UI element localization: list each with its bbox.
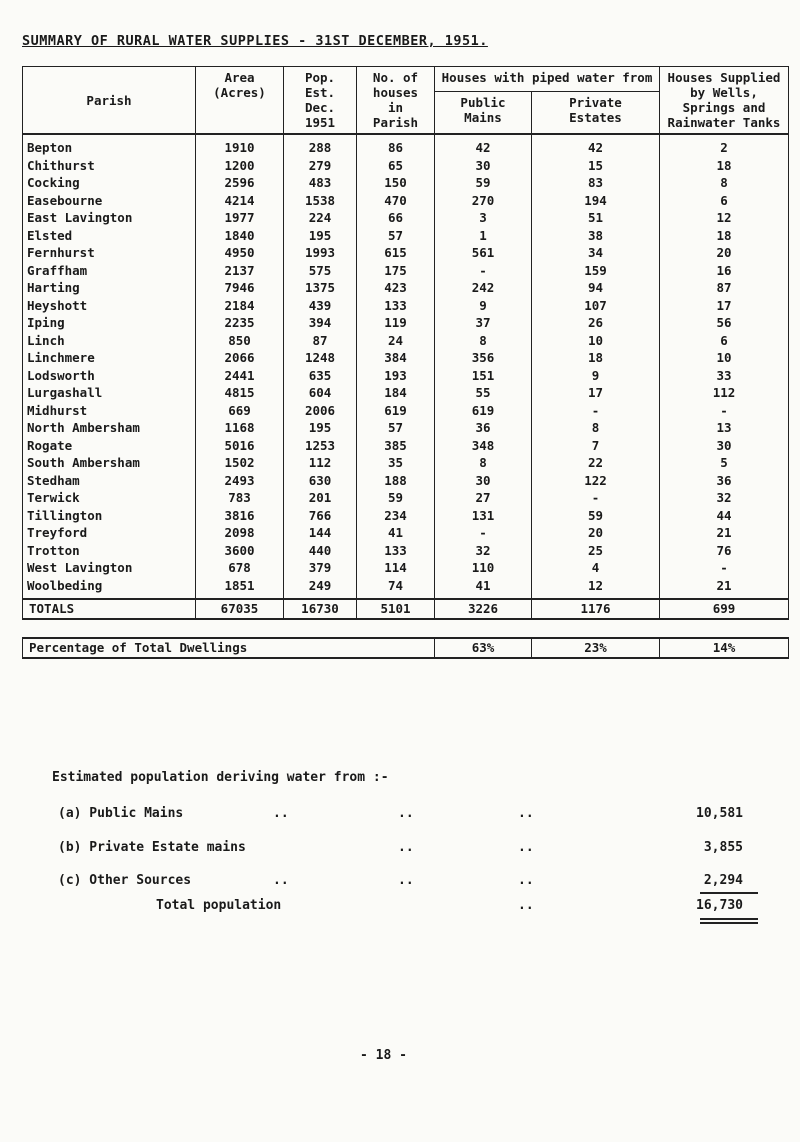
cell-area: 1200 <box>196 157 284 175</box>
cell-public-mains: 356 <box>435 349 532 367</box>
cell-population: 635 <box>284 367 357 385</box>
table-row <box>23 507 789 525</box>
cell-houses: 619 <box>357 402 435 420</box>
cell-houses: 59 <box>357 489 435 507</box>
cell-area: 4815 <box>196 384 284 402</box>
cell-public-mains: 41 <box>435 577 532 600</box>
cell-houses: 133 <box>357 542 435 560</box>
cell-parish-name: Chithurst <box>23 157 196 175</box>
table-row <box>23 367 789 385</box>
cell-parish-name: Iping <box>23 314 196 332</box>
cell-wells: 87 <box>660 279 789 297</box>
cell-area: 669 <box>196 402 284 420</box>
cell-area: 1851 <box>196 577 284 600</box>
cell-private-estates: - <box>532 402 660 420</box>
cell-area: 678 <box>196 559 284 577</box>
cell-area: 3600 <box>196 542 284 560</box>
cell-houses: 119 <box>357 314 435 332</box>
cell-parish-name: Harting <box>23 279 196 297</box>
cell-area: 2596 <box>196 174 284 192</box>
cell-public-mains: 59 <box>435 174 532 192</box>
cell-public-mains: 55 <box>435 384 532 402</box>
cell-public-mains: 619 <box>435 402 532 420</box>
cell-public-mains: 30 <box>435 157 532 175</box>
cell-population: 604 <box>284 384 357 402</box>
cell-parish-name: Rogate <box>23 437 196 455</box>
cell-private-estates: 12 <box>532 577 660 600</box>
cell-houses: 35 <box>357 454 435 472</box>
table-row <box>23 472 789 490</box>
cell-parish-name: Elsted <box>23 227 196 245</box>
cell-parish-name: Bepton <box>23 134 196 157</box>
header-population: Pop. Est. Dec. 1951 <box>284 67 357 135</box>
cell-public-mains: 30 <box>435 472 532 490</box>
cell-area: 4214 <box>196 192 284 210</box>
cell-population: 1993 <box>284 244 357 262</box>
cell-population: 195 <box>284 419 357 437</box>
cell-area: 7946 <box>196 279 284 297</box>
table-row <box>23 349 789 367</box>
page-title: SUMMARY OF RURAL WATER SUPPLIES - 31ST DECEMBER, 1951. <box>22 33 488 49</box>
cell-wells: 16 <box>660 262 789 280</box>
cell-private-estates: 122 <box>532 472 660 490</box>
cell-public-mains: 42 <box>435 134 532 157</box>
cell-private-estates: 194 <box>532 192 660 210</box>
cell-area: 2441 <box>196 367 284 385</box>
cell-houses: 385 <box>357 437 435 455</box>
sum-rule <box>700 892 758 894</box>
cell-private-estates: 38 <box>532 227 660 245</box>
cell-private-estates: 17 <box>532 384 660 402</box>
cell-wells: 112 <box>660 384 789 402</box>
header-private-estates: Private Estates <box>532 91 660 134</box>
cell-wells: 44 <box>660 507 789 525</box>
cell-private-estates: 22 <box>532 454 660 472</box>
cell-public-mains: 348 <box>435 437 532 455</box>
cell-houses: 24 <box>357 332 435 350</box>
cell-private-estates: - <box>532 489 660 507</box>
cell-houses: 188 <box>357 472 435 490</box>
estimate-value: 2,294 <box>703 873 743 888</box>
cell-houses: 74 <box>357 577 435 600</box>
cell-public-mains: 32 <box>435 542 532 560</box>
cell-private-estates: 159 <box>532 262 660 280</box>
estimate-label: (a) Public Mains <box>58 806 184 821</box>
cell-public-mains: - <box>435 262 532 280</box>
estimate-value: 3,855 <box>703 840 743 855</box>
cell-public-mains: 3 <box>435 209 532 227</box>
cell-public-mains: 270 <box>435 192 532 210</box>
table-row <box>23 244 789 262</box>
cell-public-mains: - <box>435 524 532 542</box>
cell-area: 1840 <box>196 227 284 245</box>
cell-houses: 65 <box>357 157 435 175</box>
cell-population: 766 <box>284 507 357 525</box>
table-row <box>23 489 789 507</box>
cell-private-estates: 7 <box>532 437 660 455</box>
cell-population: 112 <box>284 454 357 472</box>
table-row <box>23 157 789 175</box>
cell-public-mains: 131 <box>435 507 532 525</box>
cell-wells: 30 <box>660 437 789 455</box>
cell-houses: 41 <box>357 524 435 542</box>
cell-area: 5016 <box>196 437 284 455</box>
estimate-total-value: 16,730 <box>696 898 743 913</box>
cell-wells: 56 <box>660 314 789 332</box>
cell-population: 224 <box>284 209 357 227</box>
table-row <box>23 279 789 297</box>
table-row <box>23 524 789 542</box>
cell-public-mains: 1 <box>435 227 532 245</box>
cell-area: 2184 <box>196 297 284 315</box>
header-wells: Houses Supplied by Wells, Springs and Rainwater Tanks <box>660 67 789 135</box>
cell-population: 1538 <box>284 192 357 210</box>
cell-houses: 615 <box>357 244 435 262</box>
cell-private-estates: 9 <box>532 367 660 385</box>
totals-label: TOTALS <box>23 599 196 619</box>
cell-private-estates: 15 <box>532 157 660 175</box>
cell-parish-name: Terwick <box>23 489 196 507</box>
cell-parish-name: Lodsworth <box>23 367 196 385</box>
cell-private-estates: 20 <box>532 524 660 542</box>
cell-population: 288 <box>284 134 357 157</box>
cell-public-mains: 242 <box>435 279 532 297</box>
cell-population: 483 <box>284 174 357 192</box>
cell-area: 2098 <box>196 524 284 542</box>
cell-parish-name: Graffham <box>23 262 196 280</box>
table-row <box>23 559 789 577</box>
cell-parish-name: Trotton <box>23 542 196 560</box>
cell-houses: 57 <box>357 419 435 437</box>
table-row <box>23 384 789 402</box>
cell-houses: 86 <box>357 134 435 157</box>
cell-wells: 18 <box>660 227 789 245</box>
cell-houses: 175 <box>357 262 435 280</box>
cell-parish-name: West Lavington <box>23 559 196 577</box>
estimate-heading: Estimated population deriving water from :- <box>52 770 389 785</box>
cell-public-mains: 27 <box>435 489 532 507</box>
cell-parish-name: Midhurst <box>23 402 196 420</box>
cell-area: 1910 <box>196 134 284 157</box>
cell-public-mains: 151 <box>435 367 532 385</box>
cell-wells: 6 <box>660 332 789 350</box>
cell-private-estates: 10 <box>532 332 660 350</box>
percentage-label: Percentage of Total Dwellings <box>23 638 435 658</box>
percentage-public: 63% <box>435 638 532 658</box>
cell-population: 1253 <box>284 437 357 455</box>
cell-area: 2137 <box>196 262 284 280</box>
cell-houses: 234 <box>357 507 435 525</box>
cell-houses: 114 <box>357 559 435 577</box>
cell-private-estates: 25 <box>532 542 660 560</box>
cell-houses: 57 <box>357 227 435 245</box>
cell-population: 87 <box>284 332 357 350</box>
cell-wells: 18 <box>660 157 789 175</box>
cell-wells: 12 <box>660 209 789 227</box>
cell-parish-name: Heyshott <box>23 297 196 315</box>
estimate-value: 10,581 <box>696 806 743 821</box>
cell-area: 2235 <box>196 314 284 332</box>
cell-public-mains: 37 <box>435 314 532 332</box>
cell-wells: 32 <box>660 489 789 507</box>
header-parish: Parish <box>23 67 196 135</box>
cell-area: 4950 <box>196 244 284 262</box>
percentage-private: 23% <box>532 638 660 658</box>
cell-wells: 20 <box>660 244 789 262</box>
table-row <box>23 174 789 192</box>
cell-public-mains: 8 <box>435 332 532 350</box>
table-body <box>23 134 789 599</box>
cell-wells: 21 <box>660 577 789 600</box>
cell-private-estates: 4 <box>532 559 660 577</box>
cell-wells: 6 <box>660 192 789 210</box>
percentage-row <box>23 638 789 658</box>
cell-population: 439 <box>284 297 357 315</box>
cell-parish-name: North Ambersham <box>23 419 196 437</box>
cell-private-estates: 26 <box>532 314 660 332</box>
cell-wells: 33 <box>660 367 789 385</box>
cell-area: 2066 <box>196 349 284 367</box>
total-rule <box>700 922 758 924</box>
cell-private-estates: 94 <box>532 279 660 297</box>
totals-public-mains: 3226 <box>435 599 532 619</box>
cell-public-mains: 110 <box>435 559 532 577</box>
totals-private-estates: 1176 <box>532 599 660 619</box>
cell-population: 144 <box>284 524 357 542</box>
cell-wells: 2 <box>660 134 789 157</box>
cell-wells: 36 <box>660 472 789 490</box>
cell-parish-name: South Ambersham <box>23 454 196 472</box>
table-row <box>23 227 789 245</box>
cell-wells: 76 <box>660 542 789 560</box>
cell-area: 850 <box>196 332 284 350</box>
cell-population: 2006 <box>284 402 357 420</box>
table-row <box>23 314 789 332</box>
cell-houses: 66 <box>357 209 435 227</box>
header-area: Area (Acres) <box>196 67 284 135</box>
cell-wells: 10 <box>660 349 789 367</box>
cell-area: 3816 <box>196 507 284 525</box>
cell-population: 394 <box>284 314 357 332</box>
cell-private-estates: 34 <box>532 244 660 262</box>
cell-parish-name: Cocking <box>23 174 196 192</box>
cell-area: 783 <box>196 489 284 507</box>
cell-parish-name: East Lavington <box>23 209 196 227</box>
cell-population: 201 <box>284 489 357 507</box>
cell-private-estates: 18 <box>532 349 660 367</box>
table-row <box>23 332 789 350</box>
totals-area: 67035 <box>196 599 284 619</box>
cell-wells: 5 <box>660 454 789 472</box>
cell-population: 630 <box>284 472 357 490</box>
cell-wells: 17 <box>660 297 789 315</box>
cell-population: 575 <box>284 262 357 280</box>
cell-houses: 193 <box>357 367 435 385</box>
cell-area: 1502 <box>196 454 284 472</box>
cell-parish-name: Tillington <box>23 507 196 525</box>
totals-row <box>23 599 789 619</box>
cell-parish-name: Fernhurst <box>23 244 196 262</box>
cell-wells: 21 <box>660 524 789 542</box>
total-rule <box>700 918 758 920</box>
table-row <box>23 402 789 420</box>
cell-wells: 8 <box>660 174 789 192</box>
cell-parish-name: Linchmere <box>23 349 196 367</box>
cell-private-estates: 59 <box>532 507 660 525</box>
estimate-label: (c) Other Sources <box>58 873 192 888</box>
estimate-label: (b) Private Estate mains <box>58 840 246 855</box>
cell-population: 279 <box>284 157 357 175</box>
table-row <box>23 419 789 437</box>
table-row <box>23 134 789 157</box>
cell-houses: 133 <box>357 297 435 315</box>
cell-houses: 423 <box>357 279 435 297</box>
cell-wells: 13 <box>660 419 789 437</box>
totals-population: 16730 <box>284 599 357 619</box>
cell-population: 249 <box>284 577 357 600</box>
table-row <box>23 542 789 560</box>
cell-public-mains: 9 <box>435 297 532 315</box>
table-row <box>23 297 789 315</box>
cell-parish-name: Lurgashall <box>23 384 196 402</box>
cell-private-estates: 8 <box>532 419 660 437</box>
table-row <box>23 454 789 472</box>
cell-houses: 470 <box>357 192 435 210</box>
table-row <box>23 437 789 455</box>
table-row <box>23 209 789 227</box>
header-public-mains: Public Mains <box>435 91 532 134</box>
cell-houses: 384 <box>357 349 435 367</box>
table-row <box>23 577 789 600</box>
cell-parish-name: Stedham <box>23 472 196 490</box>
cell-wells: - <box>660 559 789 577</box>
cell-public-mains: 36 <box>435 419 532 437</box>
estimate-total-label: Total population <box>156 898 282 913</box>
cell-parish-name: Woolbeding <box>23 577 196 600</box>
cell-area: 1168 <box>196 419 284 437</box>
cell-houses: 150 <box>357 174 435 192</box>
table-row <box>23 262 789 280</box>
header-houses: No. of houses in Parish <box>357 67 435 135</box>
cell-area: 2493 <box>196 472 284 490</box>
page-number: - 18 - <box>360 1048 407 1063</box>
cell-population: 1375 <box>284 279 357 297</box>
cell-private-estates: 107 <box>532 297 660 315</box>
cell-private-estates: 83 <box>532 174 660 192</box>
cell-parish-name: Linch <box>23 332 196 350</box>
cell-wells: - <box>660 402 789 420</box>
cell-private-estates: 51 <box>532 209 660 227</box>
header-piped-water: Houses with piped water from <box>435 67 660 92</box>
percentage-wells: 14% <box>660 638 789 658</box>
water-supply-table <box>22 66 789 659</box>
cell-population: 379 <box>284 559 357 577</box>
cell-houses: 184 <box>357 384 435 402</box>
cell-population: 440 <box>284 542 357 560</box>
totals-houses: 5101 <box>357 599 435 619</box>
cell-parish-name: Treyford <box>23 524 196 542</box>
cell-parish-name: Easebourne <box>23 192 196 210</box>
totals-wells: 699 <box>660 599 789 619</box>
table-row <box>23 192 789 210</box>
cell-area: 1977 <box>196 209 284 227</box>
cell-public-mains: 8 <box>435 454 532 472</box>
cell-private-estates: 42 <box>532 134 660 157</box>
cell-public-mains: 561 <box>435 244 532 262</box>
cell-population: 1248 <box>284 349 357 367</box>
cell-population: 195 <box>284 227 357 245</box>
